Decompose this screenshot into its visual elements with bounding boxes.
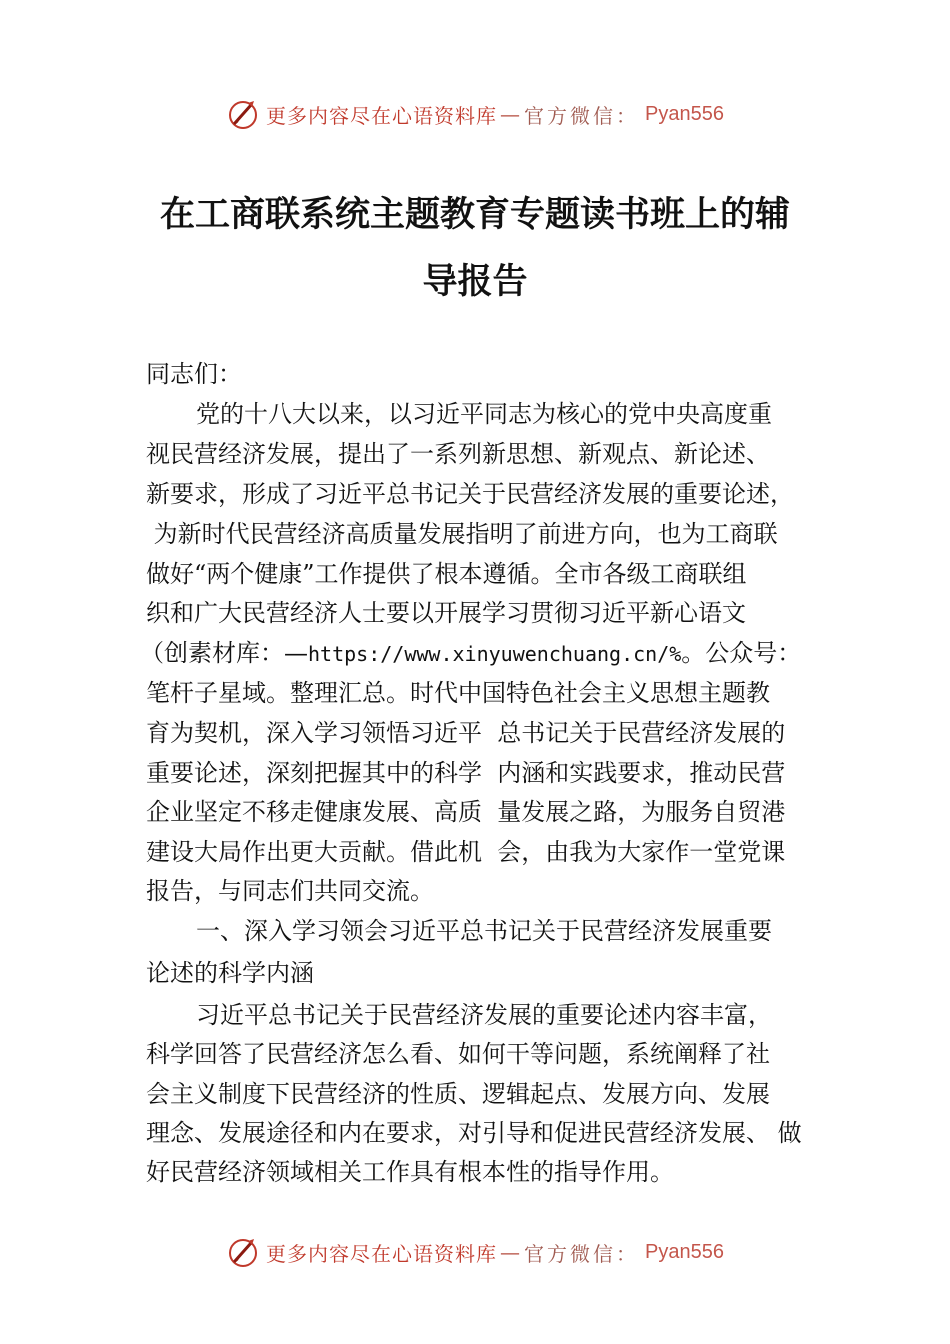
paragraph-line: 理念、发展途径和内在要求，对引导和促进民营经济发展、 做 bbox=[146, 1119, 802, 1147]
section-heading-line: 一、深入学习领会习近平总书记关于民营经济发展重要 bbox=[196, 917, 772, 945]
paragraph-line: 报告，与同志们共同交流。 bbox=[146, 877, 434, 905]
paragraph-line: 建设大局作出更大贡献。借此机 会，由我为大家作一堂党课 bbox=[146, 838, 786, 866]
paragraph-line: 重要论述，深刻把握其中的科学 内涵和实践要求，推动民营 bbox=[146, 759, 786, 787]
banner-wechat-id: Pyan556 bbox=[645, 102, 724, 125]
brush-logo-icon bbox=[226, 97, 260, 131]
paragraph-line: 科学回答了民营经济怎么看、如何干等问题，系统阐释了社 bbox=[146, 1040, 770, 1068]
header-watermark-banner bbox=[0, 94, 950, 134]
paragraph-line: 为新时代民营经济高质量发展指明了前进方向，也为工商联 bbox=[146, 520, 778, 548]
banner-separator: — bbox=[500, 1240, 522, 1264]
source-url-link[interactable]: https://www.xinyuwenchuang.cn/% bbox=[308, 642, 682, 666]
paragraph-line: 好民营经济领域相关工作具有根本性的指导作用。 bbox=[146, 1158, 674, 1186]
document-title-line-2: 导报告 bbox=[422, 261, 528, 302]
paragraph-line: 习近平总书记关于民营经济发展的重要论述内容丰富， bbox=[196, 1001, 772, 1029]
paragraph-line: 党的十八大以来，以习近平同志为核心的党中央高度重 bbox=[196, 400, 772, 428]
paragraph-url-line bbox=[140, 638, 801, 669]
footer-watermark-banner bbox=[0, 1232, 950, 1272]
paragraph-line: 织和广大民营经济人士要以开展学习贯彻习近平新心语文 bbox=[146, 599, 746, 627]
document-title-line-1: 在工商联系统主题教育专题读书班上的辅 bbox=[159, 194, 790, 235]
banner-site-text: 更多内容尽在心语资料库 bbox=[266, 1241, 498, 1266]
banner-separator: — bbox=[500, 102, 522, 126]
section-heading-line: 论述的科学内涵 bbox=[146, 959, 314, 987]
url-line-prefix: （创素材库：— bbox=[140, 639, 308, 667]
banner-site-text: 更多内容尽在心语资料库 bbox=[266, 103, 498, 128]
banner-wechat-label: 官方微信： bbox=[524, 103, 640, 128]
paragraph-line: 育为契机，深入学习领悟习近平 总书记关于民营经济发展的 bbox=[146, 719, 786, 747]
paragraph-line: 新要求，形成了习近平总书记关于民营经济发展的重要论述， bbox=[146, 480, 794, 508]
paragraph-line: 企业坚定不移走健康发展、高质 量发展之路，为服务自贸港 bbox=[146, 798, 786, 826]
banner-wechat-id: Pyan556 bbox=[645, 1240, 724, 1263]
salutation: 同志们： bbox=[146, 360, 242, 388]
paragraph-line: 会主义制度下民营经济的性质、逻辑起点、发展方向、发展 bbox=[146, 1080, 770, 1108]
paragraph-line: 做好“两个健康”工作提供了根本遵循。全市各级工商联组 bbox=[146, 560, 747, 588]
paragraph-line: 视民营经济发展，提出了一系列新思想、新观点、新论述、 bbox=[146, 440, 770, 468]
paragraph-line: 笔杆子星域。整理汇总。时代中国特色社会主义思想主题教 bbox=[146, 679, 770, 707]
brush-logo-icon bbox=[226, 1235, 260, 1269]
banner-wechat-label: 官方微信： bbox=[524, 1241, 640, 1266]
url-line-suffix: 。公众号： bbox=[681, 639, 802, 667]
